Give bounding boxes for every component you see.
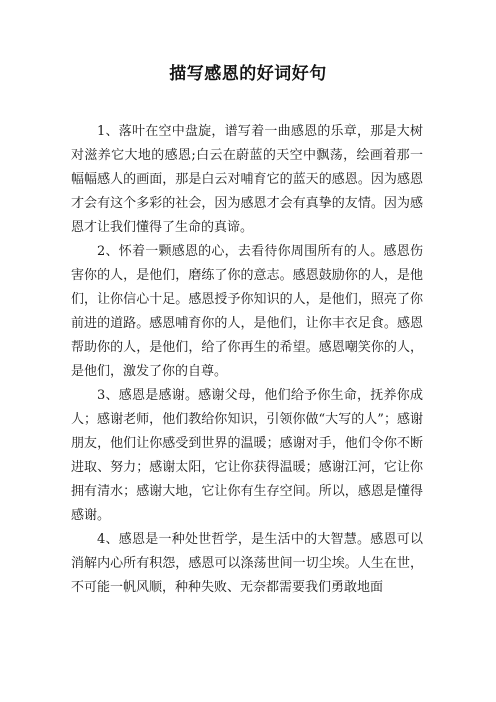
paragraph-3: 3、感恩是感谢。感谢父母，他们给予你生命，抚养你成人；感谢老师，他们教给你知识，引领你做“大写的人”；感谢朋友，他们让你感受到世界的温暖；感谢对手，他们令你不断进取、努力；感谢太阳，它让你获得温暖；感谢江河，它让你拥有清水；感谢大地，它让你有生存空间。所以，感恩是懂得感谢。 bbox=[71, 388, 423, 523]
paragraph-4: 4、感恩是一种处世哲学，是生活中的大智慧。感恩可以消解内心所有积怨，感恩可以涤荡世间一切尘埃。人生在世，不可能一帆风顺，种种失败、无奈都需要我们勇敢地面 bbox=[71, 532, 423, 595]
document-body bbox=[71, 120, 423, 600]
paragraph-2: 2、怀着一颗感恩的心，去看待你周围所有的人。感恩伤害你的人，是他们，磨练了你的意志。感恩鼓励你的人，是他们，让你信心十足。感恩授予你知识的人，是他们，照亮了你前进的道路。感恩哺育你的人，是他们，让你丰衣足食。感恩帮助你的人，是他们，给了你再生的希望。感恩嘲笑你的人，是他们，激发了你的自尊。 bbox=[71, 244, 423, 379]
document-title: 描写感恩的好词好句 bbox=[169, 64, 327, 84]
paragraph-1: 1、落叶在空中盘旋，谱写着一曲感恩的乐章，那是大树对滋养它大地的感恩;白云在蔚蓝的天空中飘荡，绘画着那一幅幅感人的画面，那是白云对哺育它的蓝天的感恩。因为感恩才会有这个多彩的社会，因为感恩才会有真挚的友情。因为感恩才让我们懂得了生命的真谛。 bbox=[71, 124, 423, 235]
